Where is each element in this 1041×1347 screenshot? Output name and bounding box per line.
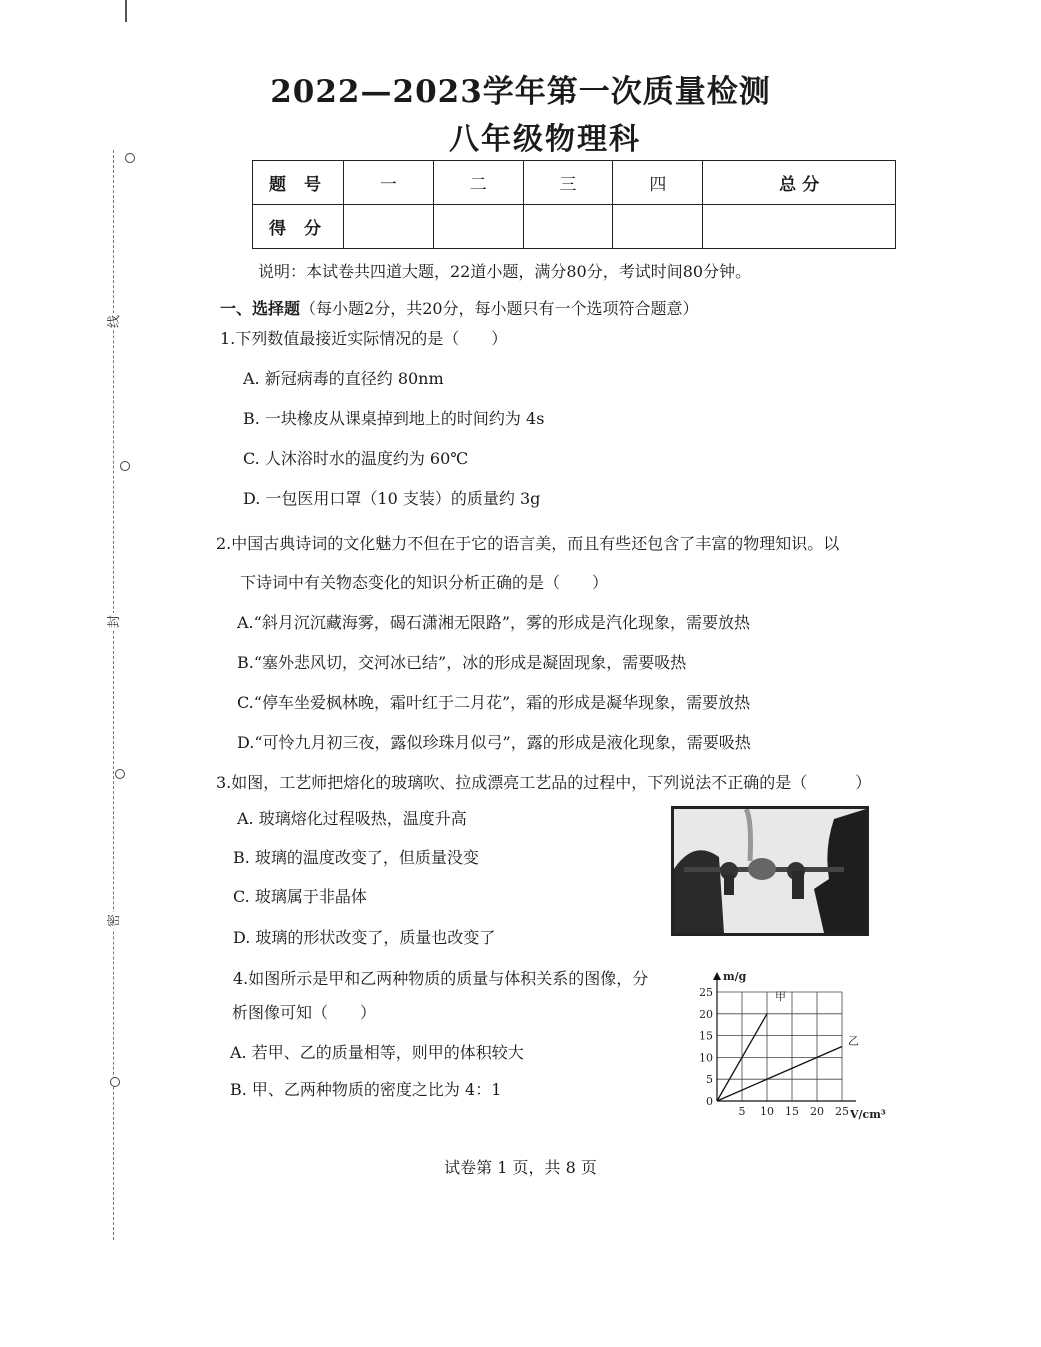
score-table-score-row [253, 205, 896, 249]
instructions: 说明：本试卷共四道大题，22道小题，满分80分，考试时间80分钟。 [258, 262, 752, 281]
series-line-1 [717, 1047, 842, 1102]
question-2-stem-cont: 下诗词中有关物态变化的知识分析正确的是（ ） [240, 573, 609, 592]
score-cell: 得 分 [253, 205, 344, 249]
mass-volume-graph [700, 960, 900, 1130]
section-heading [220, 296, 699, 319]
y-tick-label: 25 [700, 986, 713, 999]
score-table [252, 160, 896, 249]
x-axis-label: V/cm³ [850, 1108, 886, 1121]
page-footer: 试卷第 1 页，共 8 页 [444, 1158, 597, 1177]
binding-hole [120, 461, 130, 471]
top-edge-line [125, 0, 127, 22]
y-tick-label: 15 [700, 1029, 713, 1043]
section-note: （每小题2分，共20分，每小题只有一个选项符合题意） [300, 299, 699, 318]
series-label: 甲 [775, 989, 786, 1003]
question-2-option-c: C.“停车坐爱枫林晚，霜叶红于二月花”，霜的形成是凝华现象，需要放热 [237, 693, 751, 712]
question-4-stem: 4.如图所示是甲和乙两种物质的质量与体积关系的图像，分 [233, 969, 649, 988]
binding-hole [115, 769, 125, 779]
question-1-option-b: B. 一块橡皮从课桌掉到地上的时间约为 4s [243, 409, 545, 428]
x-tick-label: 15 [785, 1105, 799, 1118]
exam-title: 2022—2023学年第一次质量检测 [270, 74, 771, 110]
y-tick-label: 10 [700, 1051, 713, 1065]
question-3-option-c: C. 玻璃属于非晶体 [233, 887, 367, 906]
score-cell: 一 [344, 161, 434, 205]
score-table-header-row [253, 161, 896, 205]
origin-label: 0 [706, 1095, 713, 1108]
question-2-option-a: A.“斜月沉沉藏海雾，碣石潇湘无限路”，雾的形成是汽化现象，需要放热 [237, 613, 751, 632]
glassblowing-photo [671, 806, 869, 936]
question-2-option-d: D.“可怜九月初三夜，露似珍珠月似弓”，露的形成是液化现象，需要吸热 [237, 733, 751, 752]
x-tick-label: 10 [760, 1105, 774, 1118]
question-1-option-c: C. 人沐浴时水的温度约为 60℃ [243, 449, 469, 468]
x-tick-label: 25 [835, 1105, 849, 1118]
score-cell: 总 分 [703, 161, 896, 205]
score-input-cell[interactable] [703, 205, 896, 249]
x-tick-label: 5 [738, 1105, 746, 1118]
question-3-option-a: A. 玻璃熔化过程吸热，温度升高 [237, 809, 467, 828]
question-3-option-b: B. 玻璃的温度改变了，但质量没变 [233, 848, 479, 867]
question-3-option-d: D. 玻璃的形状改变了，质量也改变了 [233, 928, 496, 947]
binding-hole [110, 1077, 120, 1087]
score-input-cell[interactable] [344, 205, 434, 249]
question-4-option-b: B. 甲、乙两种物质的密度之比为 4：1 [230, 1080, 502, 1099]
exam-subtitle: 八年级物理科 [449, 122, 641, 157]
y-tick-label: 5 [706, 1073, 713, 1087]
y-axis-label: m/g [723, 970, 747, 983]
question-3-stem: 3.如图，工艺师把熔化的玻璃吹、拉成漂亮工艺品的过程中，下列说法不正确的是（ ） [216, 773, 872, 792]
score-cell: 二 [433, 161, 523, 205]
question-4-option-a: A. 若甲、乙的质量相等，则甲的体积较大 [230, 1043, 524, 1062]
score-cell: 题 号 [253, 161, 344, 205]
score-input-cell[interactable] [613, 205, 703, 249]
x-tick-label: 20 [810, 1105, 824, 1118]
score-input-cell[interactable] [523, 205, 613, 249]
score-cell: 三 [523, 161, 613, 205]
question-1-option-d: D. 一包医用口罩（10 支装）的质量约 3g [243, 489, 541, 508]
question-1-option-a: A. 新冠病毒的直径约 80nm [243, 369, 444, 388]
chart-svg [700, 960, 900, 1130]
question-2-stem: 2.中国古典诗词的文化魅力不但在于它的语言美，而且有些还包含了丰富的物理知识。以 [216, 534, 840, 553]
y-tick-label: 20 [700, 1007, 713, 1021]
score-cell: 四 [613, 161, 703, 205]
score-input-cell[interactable] [433, 205, 523, 249]
question-1-stem: 1.下列数值最接近实际情况的是（ ） [220, 329, 508, 348]
y-axis-arrow [713, 972, 721, 980]
margin-label-xian: 线 [103, 313, 122, 330]
margin-label-mi: 密 [103, 912, 122, 929]
margin-label-feng: 封 [103, 613, 122, 630]
section-title: 一、选择题 [220, 299, 301, 318]
question-4-stem-cont: 析图像可知（ ） [232, 1003, 377, 1022]
question-2-option-b: B.“塞外悲风切，交河冰已结”，冰的形成是凝固现象，需要吸热 [237, 653, 687, 672]
series-label: 乙 [848, 1034, 859, 1048]
